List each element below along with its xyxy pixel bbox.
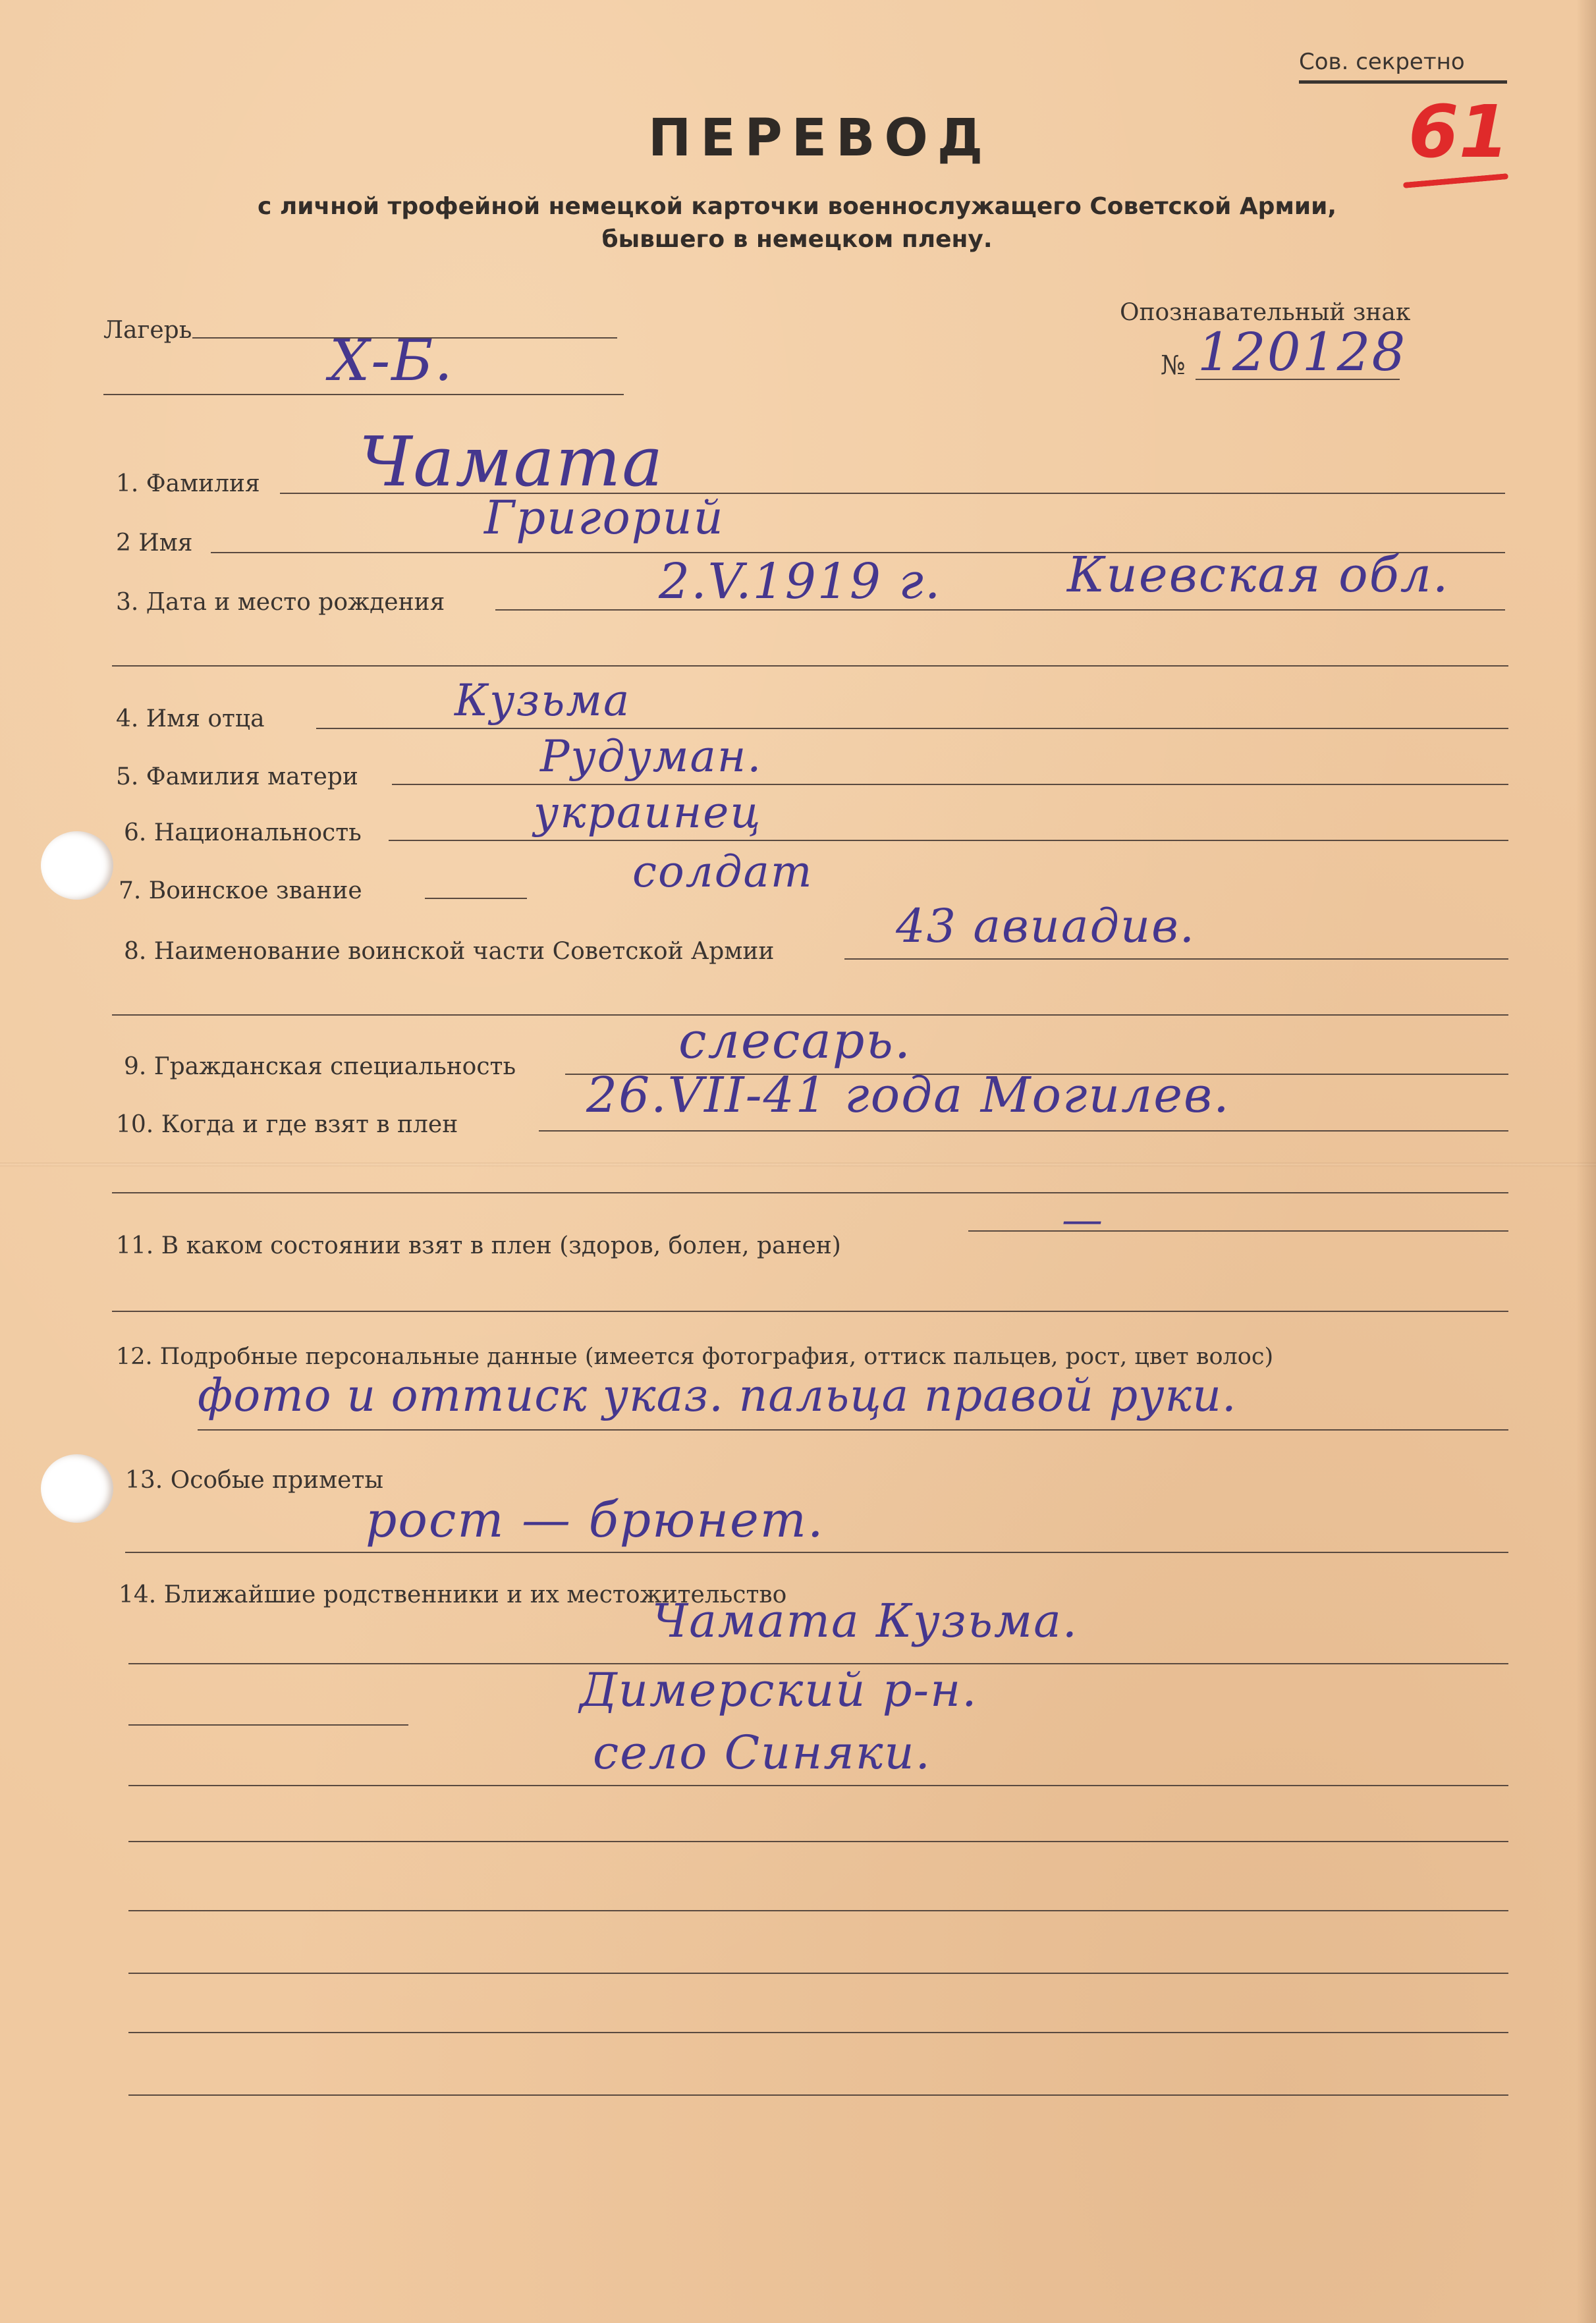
field-nationality-value: украинец xyxy=(534,787,762,838)
field-condition-line-2 xyxy=(112,1311,1508,1312)
field-rank-label: 7. Воинское звание xyxy=(119,877,362,904)
field-unit-label: 8. Наименование воинской части Советской Армии xyxy=(124,938,775,965)
field-rank-line xyxy=(425,898,527,899)
field-firstname-label: 2 Имя xyxy=(116,530,193,557)
document-title: ПЕРЕВОД xyxy=(648,109,993,168)
field-relatives-line-2 xyxy=(128,1724,408,1726)
field-captured-value: 26.VII-41 года Могилев. xyxy=(586,1067,1230,1124)
field-father-label: 4. Имя отца xyxy=(116,705,265,732)
field-captured-line-2 xyxy=(112,1192,1508,1193)
id-tag-value: 120128 xyxy=(1197,321,1407,383)
field-captured-label: 10. Когда и где взят в плен xyxy=(116,1111,458,1138)
id-tag-number-sign: № xyxy=(1161,350,1186,381)
field-surname-value: Чамата xyxy=(359,422,665,502)
field-birth-line-2 xyxy=(112,665,1508,667)
field-personal-data-label: 12. Подробные персональные данные (имеется фотография, оттиск пальцев, рост, цвет волос) xyxy=(116,1344,1274,1370)
paper-edge-shadow xyxy=(1576,0,1596,2323)
document-subtitle-line2: бывшего в немецком плену. xyxy=(601,226,993,253)
id-tag-label: Опознавательный знак xyxy=(1120,299,1411,326)
page-number-underline xyxy=(1403,173,1508,188)
punch-hole-top xyxy=(41,831,113,900)
camp-label: Лагерь xyxy=(103,317,192,344)
field-relatives-line-5 xyxy=(128,1910,1508,1911)
field-rank-value: солдат xyxy=(632,846,813,897)
field-relatives-value-line2: Димерский р-н. xyxy=(580,1663,978,1717)
field-father-value: Кузьма xyxy=(454,675,631,726)
page-number-mark: 61 xyxy=(1408,90,1510,174)
classification-label: Сов. секретно xyxy=(1299,49,1507,84)
field-relatives-line-8 xyxy=(128,2094,1508,2096)
field-condition-label: 11. В каком состоянии взят в плен (здоров, болен, ранен) xyxy=(116,1232,841,1259)
field-relatives-value-line1: Чамата Кузьма. xyxy=(652,1594,1079,1648)
document-subtitle-line1: с личной трофейной немецкой карточки военнослужащего Советской Армии, xyxy=(257,193,1337,220)
punch-hole-bottom xyxy=(41,1454,113,1523)
field-specialty-value: слесарь. xyxy=(678,1011,912,1070)
field-mother-label: 5. Фамилия матери xyxy=(116,763,358,790)
field-birth-date-value: 2.V.1919 г. xyxy=(659,553,942,610)
field-father-line xyxy=(316,728,1508,729)
camp-line-2 xyxy=(103,394,624,395)
fold-crease xyxy=(0,1162,1596,1166)
camp-value: Х-Б. xyxy=(329,328,454,394)
field-firstname-value: Григорий xyxy=(484,491,725,545)
field-relatives-line-6 xyxy=(128,1973,1508,1974)
field-birth-place-value: Киевская обл. xyxy=(1067,547,1450,603)
field-relatives-label: 14. Ближайшие родственники и их местожительство xyxy=(119,1581,787,1608)
field-captured-line xyxy=(539,1130,1508,1132)
field-unit-value: 43 авиадив. xyxy=(896,899,1196,953)
field-relatives-line-4 xyxy=(128,1841,1508,1842)
field-relatives-value-line3: село Синяки. xyxy=(593,1726,931,1780)
field-condition-value: — xyxy=(1062,1195,1104,1243)
field-marks-line xyxy=(125,1552,1508,1553)
field-mother-value: Рудуман. xyxy=(540,731,763,782)
field-marks-value: рост — брюнет. xyxy=(366,1492,825,1548)
field-mother-line xyxy=(392,784,1508,785)
field-nationality-line xyxy=(389,840,1508,841)
field-marks-label: 13. Особые приметы xyxy=(125,1467,384,1494)
field-personal-data-line xyxy=(198,1429,1508,1431)
field-relatives-line-7 xyxy=(128,2032,1508,2033)
field-relatives-line-3 xyxy=(128,1785,1508,1786)
field-unit-line xyxy=(844,958,1508,960)
field-personal-data-value: фото и оттиск указ. пальца правой руки. xyxy=(198,1370,1237,1422)
field-surname-label: 1. Фамилия xyxy=(116,470,260,497)
field-nationality-label: 6. Национальность xyxy=(124,819,362,846)
field-birth-line xyxy=(495,609,1505,611)
field-condition-line xyxy=(968,1230,1508,1232)
field-birth-label: 3. Дата и место рождения xyxy=(116,589,445,616)
field-specialty-label: 9. Гражданская специальность xyxy=(124,1053,516,1080)
